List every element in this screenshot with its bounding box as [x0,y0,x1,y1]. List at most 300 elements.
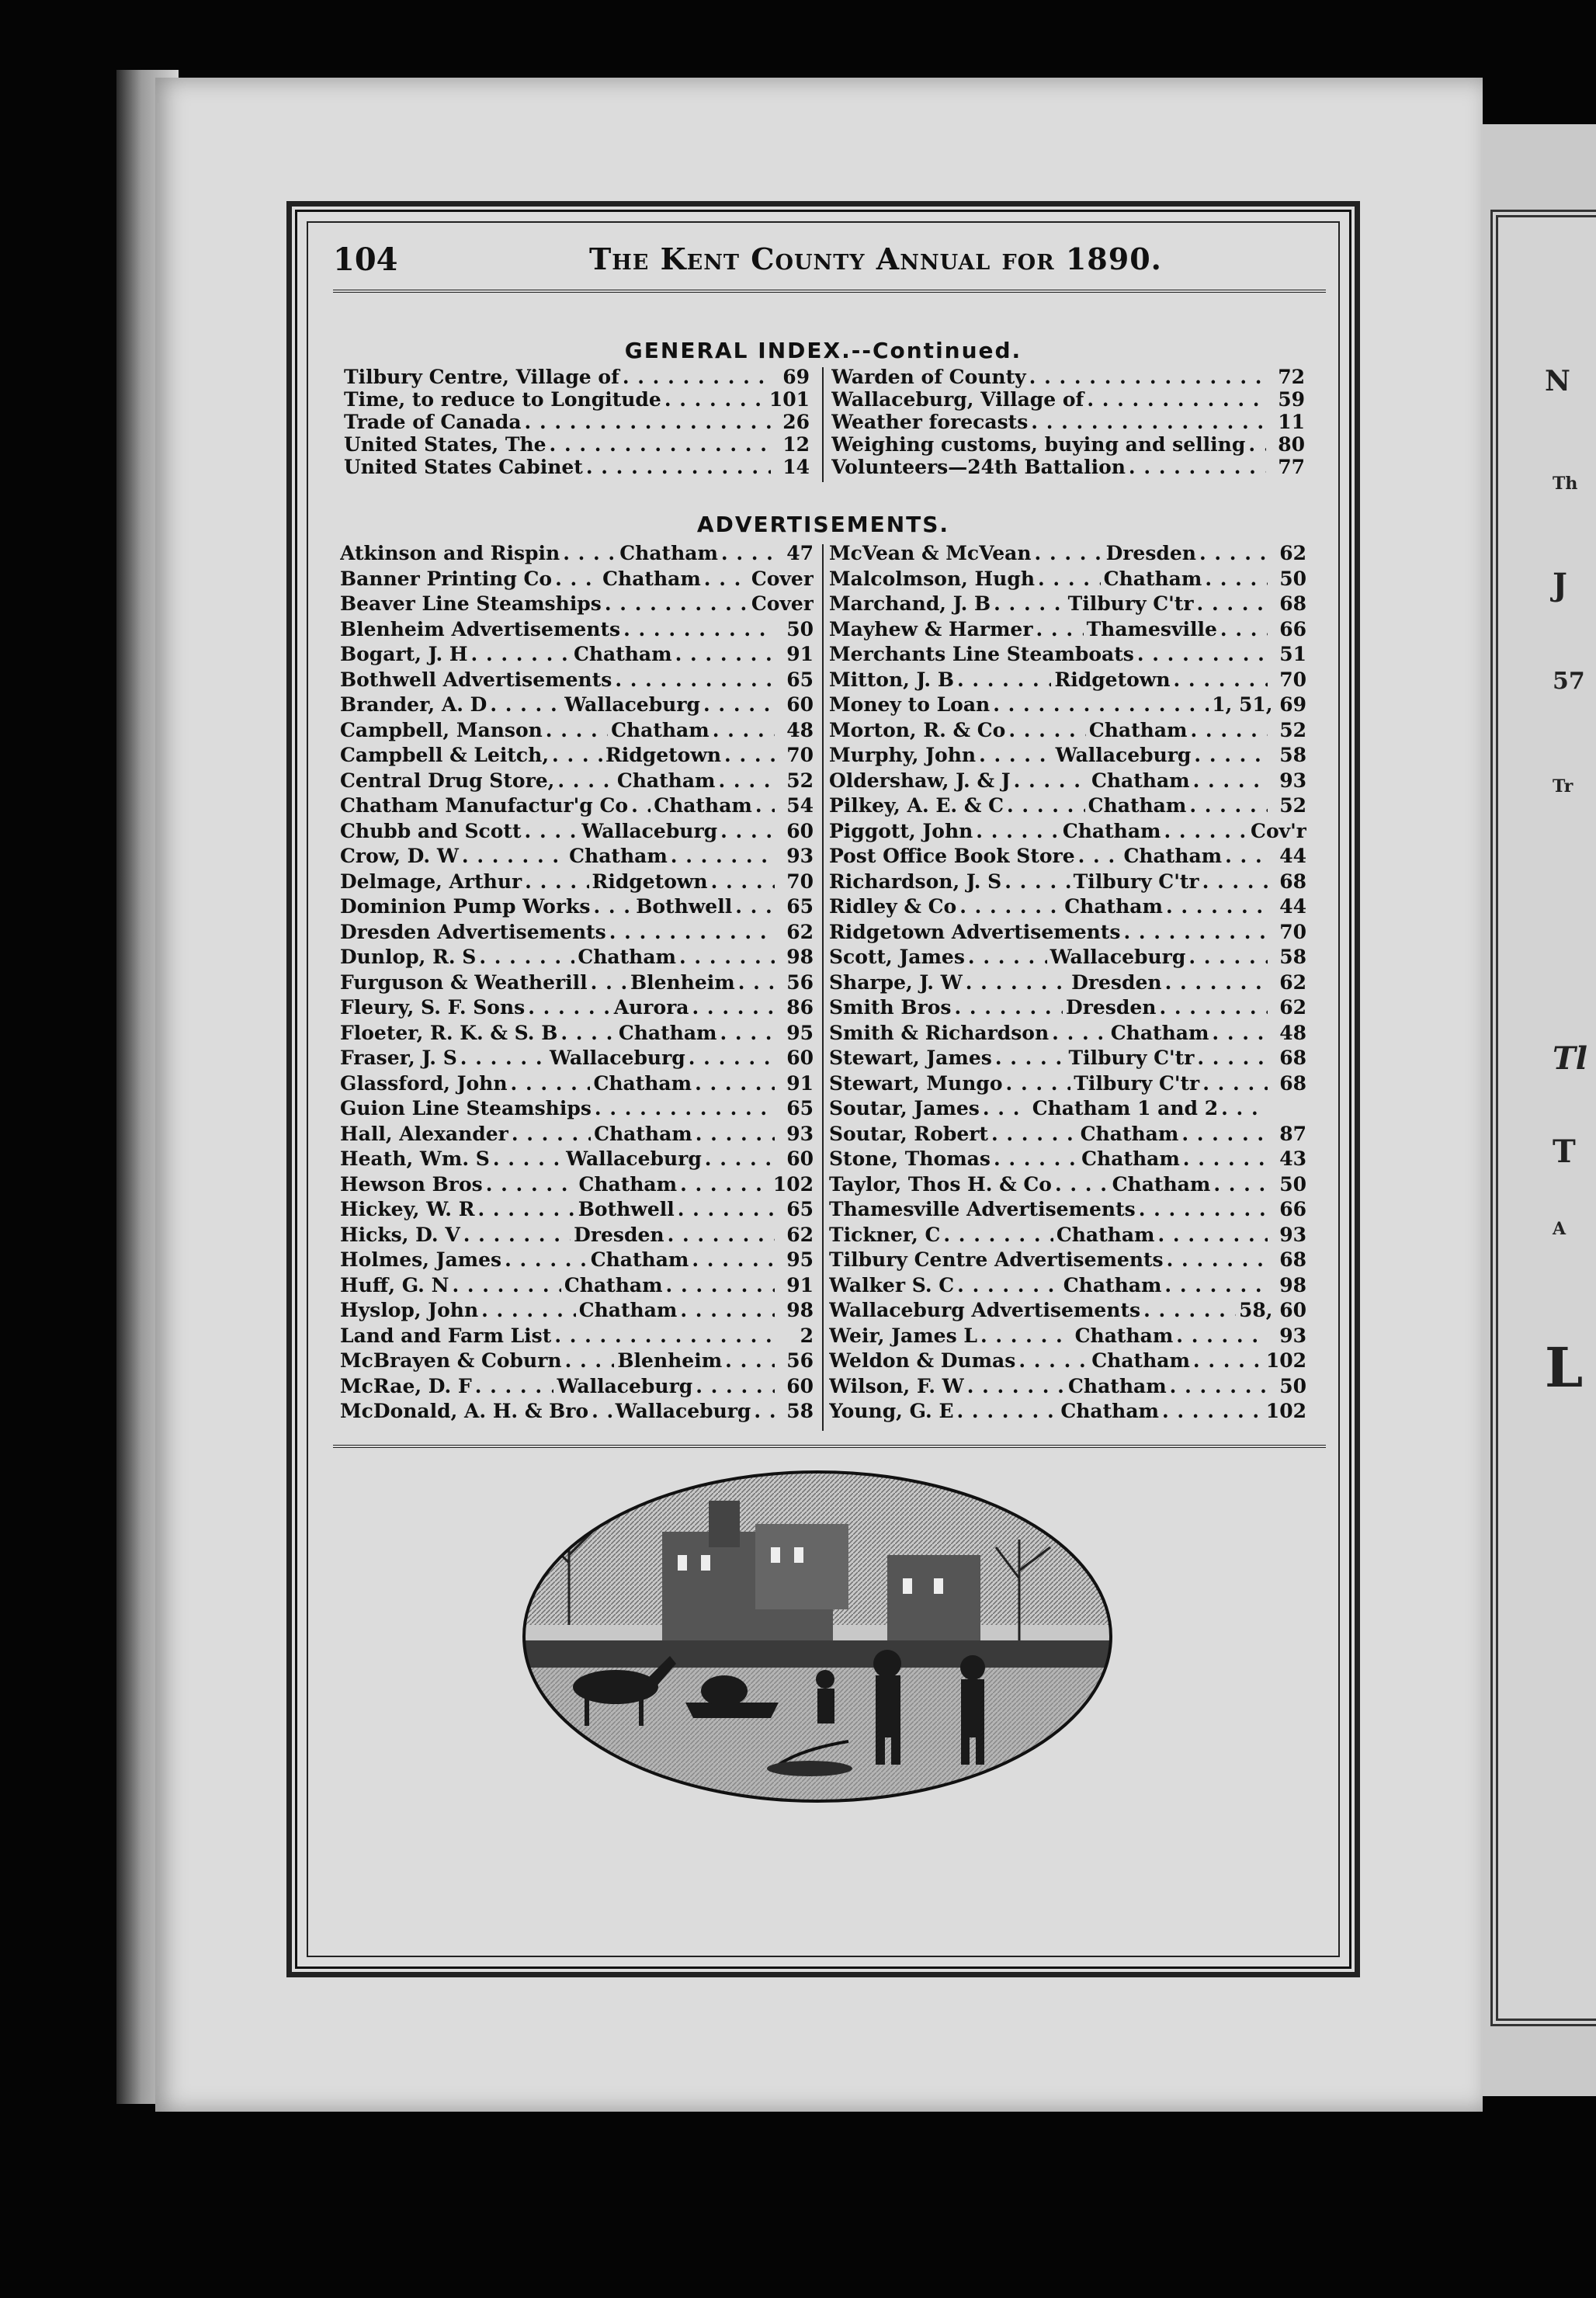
entry-page: 101 [769,388,810,411]
entry-place: Tilbury C'tr [1067,592,1194,615]
index-entry [829,568,1306,593]
entry-page: 72 [1278,366,1305,388]
index-entry [829,1299,1306,1324]
dot-leader [1212,1022,1268,1044]
dot-leader [1199,542,1268,564]
dot-leader [1029,366,1266,388]
dot-leader [1167,1248,1268,1271]
entry-name: McRae, D. F [340,1374,472,1397]
entry-place: Chatham [578,946,676,968]
entry-name: Floeter, R. K. & S. B [340,1021,558,1044]
dot-leader [957,1400,1058,1422]
page-header [333,235,1326,293]
dot-leader [1225,845,1268,867]
entry-name: Richardson, J. S [829,870,1002,893]
entry-name: Money to Loan [829,693,991,716]
index-entry [829,1173,1306,1199]
entry-name: McVean & McVean [829,542,1032,564]
entry-page: 62 [1279,542,1306,564]
entry-page: 68 [1279,1071,1306,1095]
entry-name: Scott, James [829,946,965,968]
entry-page: 62 [786,1223,814,1246]
dot-leader [671,845,775,867]
index-entry [340,1198,814,1224]
index-entry [340,542,814,568]
dot-leader [954,996,1063,1019]
entry-name: McDonald, A. H. & Bro [340,1400,589,1422]
index-entry [829,996,1306,1022]
entry-page: 50 [1279,567,1306,590]
entry-place: Wallaceburg [557,1374,693,1397]
entry-page: 50 [1279,1374,1306,1397]
entry-page: 44 [1279,895,1306,918]
entry-name: Tilbury Centre, Village of [344,366,619,388]
entry-name: Young, G. E [829,1400,954,1422]
entry-place: Chatham [564,1273,663,1297]
entry-name: Crow, D. W [340,845,459,867]
entry-page: 77 [1278,456,1305,478]
entry-page: 59 [1278,388,1305,411]
general-index-left-column [344,366,810,478]
dot-leader [668,1224,775,1246]
entry-name: Furguson & Weatherill [340,970,588,994]
dot-leader [968,946,1047,968]
entry-page: Cover [751,592,814,615]
entry-place: Chatham [578,1172,678,1196]
entry-name: Land and Farm List [340,1324,552,1347]
section-rule [333,1445,1326,1448]
dot-leader [1004,870,1070,893]
dot-leader [592,1400,612,1422]
entry-place: Thamesville [1086,617,1217,640]
dot-leader [1162,1400,1263,1422]
entry-page: 98 [1279,1273,1306,1297]
dot-leader [1202,870,1268,893]
entry-place: Chatham [602,567,701,590]
entry-place: Chatham [1110,1021,1209,1044]
dot-leader [1197,592,1268,615]
entry-name: Volunteers—24th Battalion [831,456,1126,478]
dot-leader [555,568,599,590]
index-entry [340,744,814,769]
index-entry [340,794,814,820]
entry-name: Mitton, J. B [829,668,954,691]
entry-place: Chatham [1064,895,1163,918]
column-divider [822,367,824,482]
entry-page: Cover [751,567,814,590]
index-entry [340,996,814,1022]
dot-leader [1038,568,1101,590]
dot-leader [664,388,766,411]
dot-leader [1052,1022,1108,1044]
entry-place: Chatham [593,1071,692,1095]
entry-page: 102 [1265,1349,1306,1372]
dot-leader [696,1375,775,1397]
entry-name: Fleury, S. F. Sons [340,996,526,1019]
page-number: 104 [333,241,398,278]
dot-leader [725,1349,775,1372]
entry-place: Chatham [618,1021,717,1044]
entry-page: 102 [772,1172,814,1196]
entry-place: Chatham 1 and 2 [1032,1097,1219,1119]
dot-leader [994,1147,1078,1170]
entry-name: Weighing customs, buying and selling [831,433,1246,456]
dot-leader [1006,1072,1071,1095]
entry-place: Chatham [1088,794,1187,817]
dot-leader [959,895,1061,918]
index-entry [829,1248,1306,1274]
entry-name: Ridgetown Advertisements [829,920,1121,943]
entry-place: Chatham [1074,1324,1174,1347]
entry-name: Heath, Wm. S [340,1147,490,1170]
index-entry [829,794,1306,820]
entry-page: 26 [782,411,810,433]
entry-name: Atkinson and Rispin [340,542,560,564]
index-entry [340,895,814,921]
dot-leader [1031,411,1266,433]
entry-name: Stewart, Mungo [829,1071,1003,1095]
entry-name: Marchand, J. B [829,592,991,615]
index-entry [344,388,810,411]
entry-place: Chatham [1060,1400,1159,1422]
dot-leader [631,794,651,817]
entry-place: Chatham [573,643,672,665]
dot-leader [692,1248,775,1271]
entry-name: Dresden Advertisements [340,920,606,943]
index-entry [829,1274,1306,1300]
dot-leader [1008,719,1085,741]
entry-page: 56 [786,970,814,994]
entry-page: 50 [1279,1172,1306,1196]
entry-page: 60 [786,819,814,842]
dot-leader [623,618,775,640]
entry-place: Wallaceburg [550,1047,685,1069]
index-entry [829,1324,1306,1350]
dot-leader [593,895,633,918]
dot-leader [512,1123,591,1145]
index-entry [829,870,1306,896]
index-entry [340,1349,814,1375]
entry-name: Campbell & Leitch, [340,744,550,766]
dot-leader [452,1274,560,1297]
dot-leader [735,895,775,918]
entry-name: Chatham Manufactur'g Co [340,794,629,817]
dot-leader [528,996,610,1019]
dot-leader [1221,1097,1268,1119]
dot-leader [1181,1123,1268,1145]
dot-leader [615,668,775,691]
dot-leader [463,1224,571,1246]
page-frame [295,210,1351,1969]
dot-leader [680,1173,770,1196]
index-entry [340,618,814,644]
entry-name: Morton, R. & Co [829,718,1006,741]
entry-name: Walker S. C [829,1273,955,1297]
dot-leader [1055,1173,1109,1196]
index-entry [340,719,814,745]
entry-name: Dunlop, R. S [340,946,477,968]
dot-leader [586,456,771,478]
dot-leader [471,643,571,665]
index-entry [829,971,1306,997]
entry-page: 58 [1279,744,1306,766]
entry-page: 11 [1278,411,1305,433]
index-entry [340,971,814,997]
entry-page: 52 [1279,718,1306,741]
entry-place: Chatham [611,718,710,741]
entry-place: Ridgetown [592,870,708,893]
entry-place: Chatham [1091,769,1190,792]
entry-name: Post Office Book Store [829,845,1075,867]
entry-name: United States, The [344,433,546,456]
entry-page: 51 [1279,643,1306,665]
index-entry [340,921,814,946]
dot-leader [1189,794,1268,817]
dot-leader [525,820,579,842]
entry-page: 62 [786,920,814,943]
dot-leader [1170,1375,1268,1397]
dot-leader [554,1324,775,1347]
dot-leader [1159,996,1268,1019]
index-entry [340,1047,814,1072]
entry-name: Soutar, Robert [829,1122,988,1145]
entry-page: 68 [1279,1248,1306,1271]
entry-place: Chatham [1080,1122,1179,1145]
index-entry [344,433,810,456]
dot-leader [1183,1147,1268,1170]
entry-page: 70 [1279,920,1306,943]
entry-name: Wilson, F. W [829,1374,964,1397]
dot-leader [1164,1274,1268,1297]
dot-leader [1248,433,1266,456]
index-entry [344,411,810,433]
index-entry [340,1173,814,1199]
index-entry [340,1224,814,1249]
index-entry [340,1072,814,1098]
entry-page: 87 [1279,1122,1306,1145]
dot-leader [1205,568,1268,590]
index-entry [340,668,814,694]
entry-name: Glassford, John [340,1071,508,1095]
entry-name: Weldon & Dumas [829,1349,1016,1372]
index-entry [340,870,814,896]
entry-page: 60 [786,1047,814,1069]
entry-name: Fraser, J. S [340,1047,457,1069]
entry-place: Ridgetown [605,744,722,766]
dot-leader [1176,1324,1268,1347]
entry-name: Wallaceburg, Village of [831,388,1084,411]
entry-page: 65 [786,668,814,691]
dot-leader [976,820,1060,842]
entry-page: 54 [786,794,814,817]
entry-page: 43 [1279,1147,1306,1170]
index-entry [831,388,1305,411]
dot-leader [1036,618,1084,640]
entry-name: Wallaceburg Advertisements [829,1299,1141,1321]
entry-place: Blenheim [630,970,735,994]
index-entry [829,1097,1306,1123]
entry-page: 48 [786,718,814,741]
entry-name: Stewart, James [829,1047,992,1069]
dot-leader [696,1123,775,1145]
entry-place: Wallaceburg [566,1147,702,1170]
entry-name: Smith Bros [829,996,952,1019]
entry-page: 58 [786,1400,814,1422]
index-entry [829,1224,1306,1249]
dot-leader [1123,921,1268,943]
entry-place: Wallaceburg [1050,946,1186,968]
entry-page: 68 [1279,870,1306,893]
index-entry [829,1375,1306,1401]
dot-leader [720,820,775,842]
entry-page: 62 [1279,996,1306,1019]
dot-leader [1202,1072,1268,1095]
entry-name: Smith & Richardson [829,1021,1050,1044]
dot-leader [462,845,566,867]
entry-name: Brander, A. D [340,693,487,716]
entry-name: Dominion Pump Works [340,895,591,918]
dot-leader [1137,643,1268,665]
dot-leader [1193,769,1268,792]
dot-leader [1166,895,1268,918]
dot-leader [565,1349,615,1372]
entry-place: Wallaceburg [1055,744,1192,766]
entry-page: 69 [782,366,810,388]
entry-name: Murphy, John [829,744,977,766]
dot-leader [979,744,1053,766]
dot-leader [1165,971,1268,994]
dot-leader [995,1047,1066,1069]
dot-leader [595,1097,775,1119]
dot-leader [1129,456,1266,478]
entry-place: Chatham [654,794,752,817]
dot-leader [1139,1198,1268,1220]
dot-leader [666,1274,775,1297]
entry-name: Holmes, James [340,1248,502,1271]
dot-leader [552,744,602,766]
entry-page: 91 [786,1273,814,1297]
index-entry [340,568,814,593]
entry-page: 68 [1279,592,1306,615]
dot-leader [675,643,775,665]
dot-leader [957,668,1051,691]
index-entry [340,1400,814,1425]
entry-page: 60 [786,1374,814,1397]
dot-leader [477,1198,574,1220]
entry-place: Dresden [1071,970,1162,994]
dot-leader [605,592,748,615]
dot-leader [943,1224,1053,1246]
dot-leader [1220,618,1268,640]
index-entry [829,1198,1306,1224]
entry-name: Hewson Bros [340,1172,483,1196]
dot-leader [967,1375,1065,1397]
dot-leader [1213,1173,1268,1196]
dot-leader [1193,1349,1263,1372]
entry-page: 52 [1279,794,1306,817]
index-entry [829,921,1306,946]
index-entry [829,820,1306,845]
dot-leader [490,693,561,716]
index-entry [340,1123,814,1148]
entry-name: Trade of Canada [344,411,522,433]
entry-page: 1, 51, 69 [1212,693,1306,716]
entry-name: McBrayen & Coburn [340,1349,562,1372]
dot-leader [1174,668,1268,691]
entry-page: 60 [786,693,814,716]
advertisements-right-column [829,542,1306,1425]
dot-leader [525,870,588,893]
entry-name: Warden of County [831,366,1026,388]
entry-page: 47 [786,542,814,564]
dot-leader [1143,1299,1236,1321]
entry-page: 68 [1279,1047,1306,1069]
dot-leader [719,769,775,792]
entry-name: Sharpe, J. W [829,970,963,994]
entry-page: 65 [786,1198,814,1220]
entry-name: Chubb and Scott [340,819,522,842]
index-entry [340,693,814,719]
entry-name: Piggott, John [829,819,973,842]
entry-page: 52 [786,769,814,792]
entry-place: Bothwell [578,1198,675,1220]
advertisements-left-column [340,542,814,1425]
dot-leader [486,1173,576,1196]
entry-place: Chatham [1063,1273,1162,1297]
entry-name: Tilbury Centre Advertisements [829,1248,1164,1271]
entry-name: Mayhew & Harmer [829,617,1033,640]
entry-name: Blenheim Advertisements [340,617,621,640]
index-entry [829,845,1306,870]
entry-name: Tickner, C [829,1223,941,1246]
dot-leader [703,693,775,716]
dot-leader [563,542,616,564]
entry-page: 91 [786,1071,814,1095]
dot-leader [738,971,775,994]
dot-leader [720,1022,775,1044]
dot-leader [966,971,1068,994]
entry-page: 2 [800,1324,814,1347]
entry-page: 70 [786,870,814,893]
entry-page: 98 [786,1299,814,1321]
dot-leader [705,1147,775,1170]
index-entry [829,769,1306,795]
dot-leader [724,744,775,766]
entry-place: Tilbury C'tr [1068,1047,1195,1069]
entry-page: 93 [786,845,814,867]
entry-page: 66 [1279,1198,1306,1220]
index-entry [829,744,1306,769]
index-entry [831,366,1305,388]
entry-name: Hicks, D. V [340,1223,460,1246]
entry-page: 95 [786,1021,814,1044]
index-entry [340,1299,814,1324]
entry-page: 91 [786,643,814,665]
entry-page: 65 [786,895,814,918]
entry-page: 93 [1279,1324,1306,1347]
entry-page: 56 [786,1349,814,1372]
entry-name: Taylor, Thos H. & Co [829,1172,1052,1196]
entry-place: Chatham [1112,1172,1211,1196]
entry-page: 65 [786,1097,814,1119]
entry-place: Tilbury C'tr [1073,870,1199,893]
index-entry [829,1047,1306,1072]
index-entry [829,643,1306,668]
entry-place: Chatham [619,542,718,564]
entry-name: Bogart, J. H [340,643,468,665]
dot-leader [493,1147,563,1170]
dot-leader [591,971,627,994]
